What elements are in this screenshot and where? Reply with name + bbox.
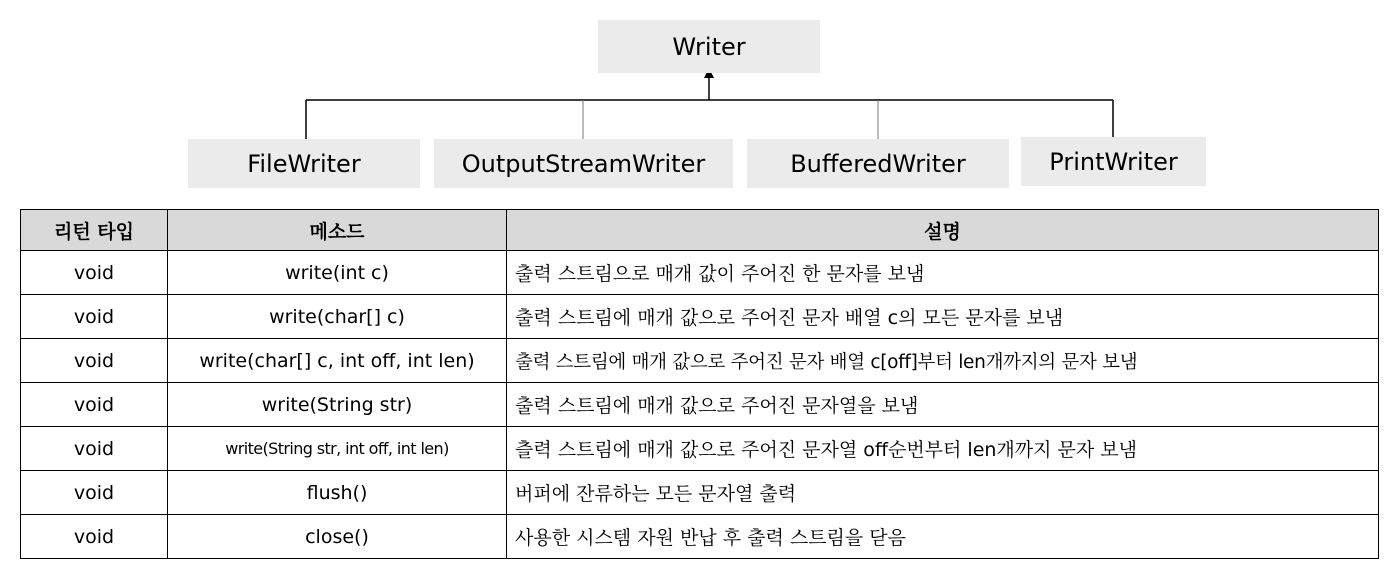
method-cell: write(char[] c) bbox=[168, 295, 507, 339]
table-row bbox=[21, 515, 1379, 559]
method-cell: write(char[] c, int off, int len) bbox=[168, 339, 507, 383]
table-row bbox=[21, 471, 1379, 515]
return-type-cell: void bbox=[21, 383, 168, 427]
outputstreamwriter-class-label: OutputStreamWriter bbox=[461, 149, 706, 178]
printwriter-class-label: PrintWriter bbox=[1049, 147, 1178, 176]
header-return-type: 리턴 타입 bbox=[21, 210, 168, 251]
description-cell: 버퍼에 잔류하는 모든 문자열 출력 bbox=[507, 471, 1379, 515]
description-cell: 출력 스트림에 매개 값으로 주어진 문자열을 보냄 bbox=[507, 383, 1379, 427]
description-cell: 사용한 시스템 자원 반납 후 출력 스트림을 닫음 bbox=[507, 515, 1379, 559]
description-cell: 출력 스트림에 매개 값으로 주어진 문자 배열 c[off]부터 len개까지의 문자 보냄 bbox=[507, 339, 1379, 383]
outputstreamwriter-class-box bbox=[434, 139, 733, 188]
header-description: 설명 bbox=[507, 210, 1379, 251]
filewriter-class-label: FileWriter bbox=[247, 149, 361, 178]
bufferedwriter-class-label: BufferedWriter bbox=[790, 149, 966, 178]
class-hierarchy-diagram bbox=[0, 0, 1400, 200]
table-row bbox=[21, 339, 1379, 383]
return-type-cell: void bbox=[21, 251, 168, 295]
writer-method-table bbox=[20, 209, 1379, 559]
table-header-row bbox=[21, 210, 1379, 251]
method-cell: write(String str) bbox=[168, 383, 507, 427]
description-cell: 출력 스트림에 매개 값으로 주어진 문자 배열 c의 모든 문자를 보냄 bbox=[507, 295, 1379, 339]
header-method: 메소드 bbox=[168, 210, 507, 251]
return-type-cell: void bbox=[21, 295, 168, 339]
method-cell: close() bbox=[168, 515, 507, 559]
return-type-cell: void bbox=[21, 339, 168, 383]
printwriter-class-box bbox=[1021, 137, 1206, 186]
return-type-cell: void bbox=[21, 471, 168, 515]
return-type-cell: void bbox=[21, 427, 168, 471]
table-row bbox=[21, 295, 1379, 339]
table-row bbox=[21, 427, 1379, 471]
table-row bbox=[21, 383, 1379, 427]
description-cell: 츨력 스트림에 매개 값으로 주어진 문자열 off순번부터 len개까지 문자 보냄 bbox=[507, 427, 1379, 471]
writer-class-box bbox=[598, 20, 820, 73]
method-cell: write(int c) bbox=[168, 251, 507, 295]
description-cell: 출력 스트림으로 매개 값이 주어진 한 문자를 보냄 bbox=[507, 251, 1379, 295]
filewriter-class-box bbox=[188, 139, 420, 188]
method-cell: write(String str, int off, int len) bbox=[168, 427, 507, 471]
writer-class-label: Writer bbox=[672, 32, 746, 61]
bufferedwriter-class-box bbox=[747, 139, 1009, 188]
return-type-cell: void bbox=[21, 515, 168, 559]
table-row bbox=[21, 251, 1379, 295]
method-cell: flush() bbox=[168, 471, 507, 515]
